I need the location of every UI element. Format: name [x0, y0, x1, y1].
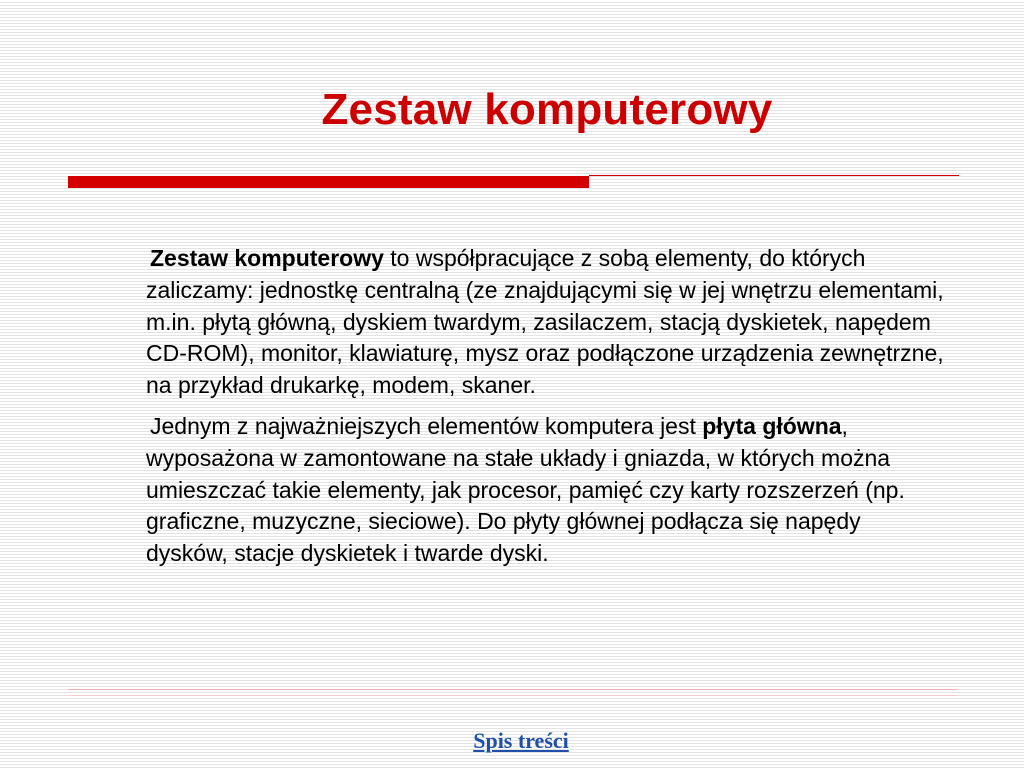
- bold-term-zestaw: Zestaw komputerowy: [150, 245, 384, 271]
- footer-divider-top: [68, 689, 957, 690]
- paragraph-plyta-text-after: , wyposażona w zamontowane na stałe układy i gniazda, w których można umieszczać takie elementy, jak procesor, pamięć czy karty rozszerzeń (np. graficzne, muzyczne, sieciowe). Do płyty głównej podłącza się napędy dysków, stacje dyskietek i twarde dyski.: [146, 412, 905, 567]
- slide-body: [146, 243, 946, 570]
- paragraph-zestaw-text: to współpracujące z sobą elementy, do których zaliczamy: jednostkę centralną (ze znajdującymi się w jej wnętrzu elementami, m.in. płytą główną, dyskiem twardym, zasilaczem, stacją dyskietek, napędem CD-ROM), monitor, klawiaturę, mysz oraz podłączone urządzenia zewnętrzne, na przykład drukarkę, modem, skaner.: [146, 245, 944, 399]
- slide-title: Zestaw komputerowy: [321, 85, 773, 134]
- paragraph-plyta: [146, 411, 946, 570]
- title-accent-bar: [68, 176, 589, 188]
- table-of-contents-link[interactable]: Spis treści: [473, 728, 569, 753]
- footer-divider-bottom: [68, 695, 957, 696]
- bold-term-plyta: płyta główna: [702, 412, 842, 439]
- title-accent-line: [589, 175, 959, 176]
- paragraph-zestaw: [146, 243, 946, 402]
- paragraph-plyta-text-before: Jednym z najważniejszych elementów komputera jest: [150, 412, 703, 439]
